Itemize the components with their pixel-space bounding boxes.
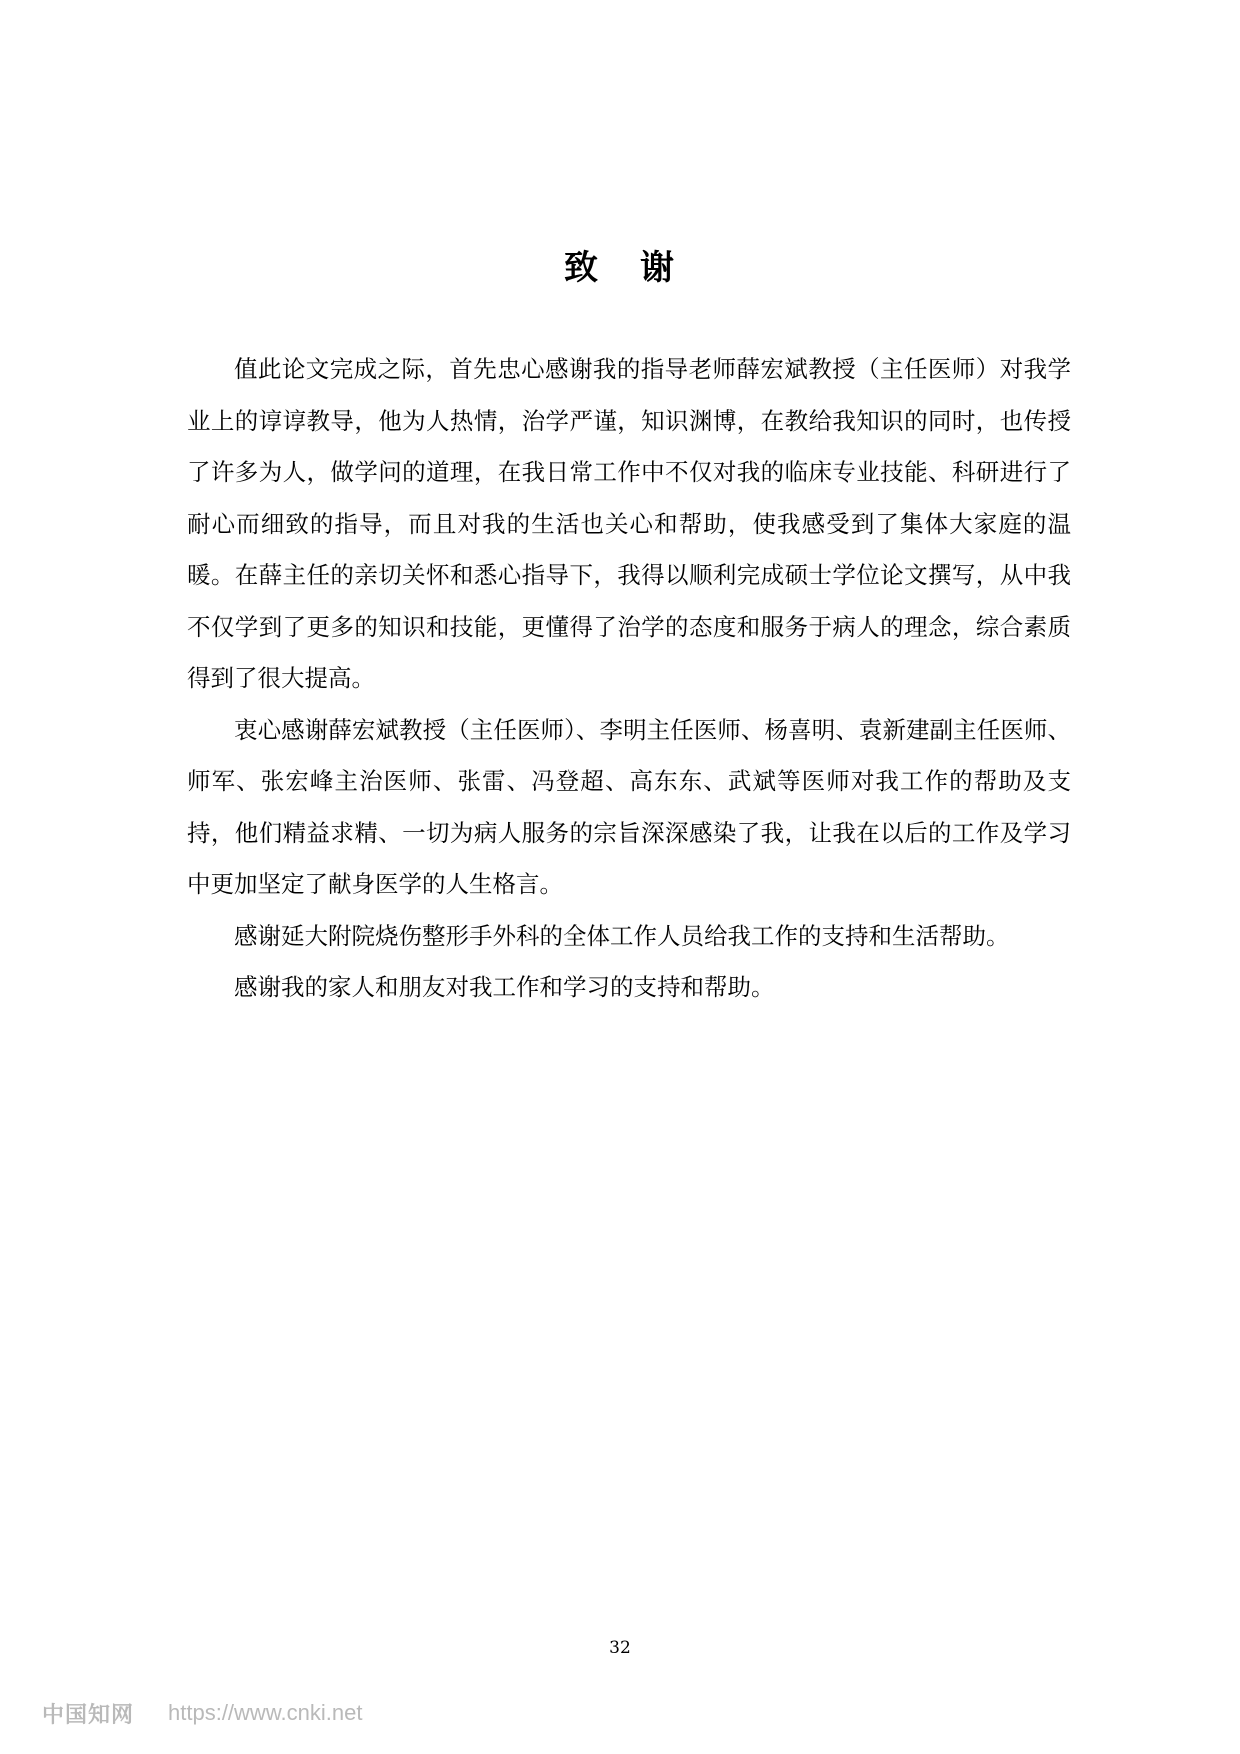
watermark-brand: 中国知网: [42, 1701, 135, 1727]
title-char-2: 谢: [640, 248, 676, 288]
acknowledgement-body: [187, 344, 1071, 1014]
paragraph-colleagues-thanks: 衷心感谢薛宏斌教授（主任医师）、李明主任医师、杨喜明、袁新建副主任医师、师军、张宏峰主治医师、张雷、冯登超、高东东、武斌等医师对我工作的帮助及支持，他们精益求精、一切为病人服务的宗旨深深感染了我，让我在以后的工作及学习中更加坚定了献身医学的人生格言。: [187, 715, 1071, 898]
watermark-url: https://www.cnki.net: [168, 1700, 363, 1725]
paragraph-family-thanks: 感谢我的家人和朋友对我工作和学习的支持和帮助。: [234, 973, 775, 1001]
paragraph-department-thanks: 感谢延大附院烧伤整形手外科的全体工作人员给我工作的支持和生活帮助。: [234, 921, 1010, 950]
cnki-watermark: [42, 1696, 362, 1730]
page-title: [0, 238, 1240, 298]
page-number: 32: [609, 1638, 631, 1658]
paragraph-advisor-thanks: 值此论文完成之际，首先忠心感谢我的指导老师薛宏斌教授（主任医师）对我学业上的谆谆教导，他为人热情，治学严谨，知识渊博，在教给我知识的同时，也传授了许多为人，做学问的道理，在我日常工作中不仅对我的临床专业技能、科研进行了耐心而细致的指导，而且对我的生活也关心和帮助，使我感受到了集体大家庭的温暖。在薛主任的亲切关怀和悉心指导下，我得以顺利完成硕士学位论文撰写，从中我不仅学到了更多的知识和技能，更懂得了治学的态度和服务于病人的理念，综合素质得到了很大提高。: [187, 355, 1071, 692]
title-char-1: 致: [564, 248, 600, 288]
